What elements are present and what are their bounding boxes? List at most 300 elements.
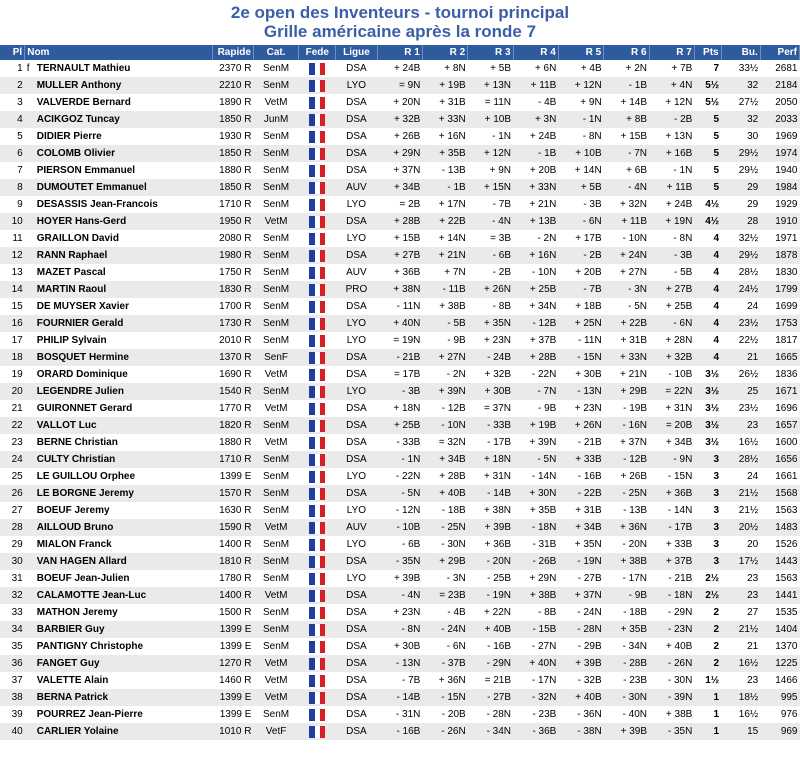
round-result-cell: + 8B	[604, 111, 649, 128]
performance-cell: 1370	[760, 638, 799, 655]
league-cell: DSA	[336, 145, 377, 162]
round-result-cell: - 27B	[558, 570, 603, 587]
player-name[interactable]: BARBIER Guy	[36, 624, 105, 635]
round-result-cell: - 6B	[377, 536, 422, 553]
page-header	[0, 0, 800, 45]
points-cell: 3	[694, 468, 721, 485]
player-name[interactable]: BERNE Christian	[36, 437, 118, 448]
round-result-cell: - 2N	[513, 230, 558, 247]
round-result-cell: - 8N	[558, 128, 603, 145]
round-result-cell: - 17B	[649, 519, 694, 536]
round-result-cell: - 7B	[468, 196, 513, 213]
round-result-cell: + 31N	[468, 468, 513, 485]
round-result-cell: + 31B	[604, 332, 649, 349]
rank-cell: 2	[0, 77, 25, 94]
player-name[interactable]: BOEUF Jeremy	[36, 505, 110, 516]
rank-cell: 10	[0, 213, 25, 230]
round-result-cell: - 39N	[649, 689, 694, 706]
player-name[interactable]: MIALON Franck	[36, 539, 112, 550]
column-header[interactable]: Perf	[760, 45, 799, 60]
rating-cell: 1399 E	[212, 638, 253, 655]
points-cell: 1	[694, 689, 721, 706]
round-result-cell: + 25B	[513, 281, 558, 298]
france-flag-icon	[309, 284, 325, 296]
player-name-cell	[25, 196, 213, 213]
round-result-cell: + 27N	[422, 349, 467, 366]
column-header[interactable]: Nom	[25, 45, 213, 60]
table-row	[0, 247, 800, 264]
federation-cell	[299, 298, 336, 315]
column-header[interactable]: Pts	[694, 45, 721, 60]
league-cell: LYO	[336, 536, 377, 553]
league-cell: DSA	[336, 621, 377, 638]
rating-cell: 1750 R	[212, 264, 253, 281]
round-result-cell: - 26N	[649, 655, 694, 672]
federation-cell	[299, 128, 336, 145]
round-result-cell: - 24N	[558, 604, 603, 621]
player-name[interactable]: TERNAULT Mathieu	[36, 63, 131, 74]
round-result-cell: - 29N	[649, 604, 694, 621]
player-name[interactable]: FANGET Guy	[36, 658, 100, 669]
table-row	[0, 434, 800, 451]
league-cell: DSA	[336, 689, 377, 706]
column-header[interactable]: R 2	[422, 45, 467, 60]
round-result-cell: = 32N	[422, 434, 467, 451]
buchholz-cell: 29	[721, 179, 760, 196]
round-result-cell: - 15N	[422, 689, 467, 706]
buchholz-cell: 29½	[721, 145, 760, 162]
round-result-cell: + 30B	[377, 638, 422, 655]
player-name[interactable]: PANTIGNY Christophe	[36, 641, 144, 652]
federation-cell	[299, 94, 336, 111]
round-result-cell: + 16N	[422, 128, 467, 145]
round-result-cell: - 5B	[649, 264, 694, 281]
player-name[interactable]: DE MUYSER Xavier	[36, 301, 129, 312]
buchholz-cell: 16½	[721, 655, 760, 672]
league-cell: DSA	[336, 672, 377, 689]
column-header[interactable]: R 6	[604, 45, 649, 60]
round-result-cell: + 26N	[558, 417, 603, 434]
grid-subtitle: Grille américaine après la ronde 7	[263, 22, 537, 41]
player-name[interactable]: BERNA Patrick	[36, 692, 109, 703]
round-result-cell: + 39N	[513, 434, 558, 451]
round-result-cell: - 16B	[558, 468, 603, 485]
player-name[interactable]: GUIRONNET Gerard	[36, 403, 133, 414]
france-flag-icon	[309, 573, 325, 585]
tournament-title: 2e open des Inventeurs - tournoi principal	[230, 3, 570, 22]
round-result-cell: + 35B	[513, 502, 558, 519]
france-flag-icon	[309, 454, 325, 466]
france-flag-icon	[309, 199, 325, 211]
federation-cell	[299, 417, 336, 434]
rank-cell: 34	[0, 621, 25, 638]
rating-cell: 1400 R	[212, 536, 253, 553]
round-result-cell: - 1B	[422, 179, 467, 196]
round-result-cell: + 39N	[422, 383, 467, 400]
buchholz-cell: 16½	[721, 706, 760, 723]
round-result-cell: - 27B	[468, 689, 513, 706]
rating-cell: 2210 R	[212, 77, 253, 94]
points-cell: 3½	[694, 383, 721, 400]
rank-cell: 39	[0, 706, 25, 723]
buchholz-cell: 32½	[721, 230, 760, 247]
rating-cell: 1690 R	[212, 366, 253, 383]
round-result-cell: - 16N	[604, 417, 649, 434]
rank-cell: 29	[0, 536, 25, 553]
performance-cell: 1535	[760, 604, 799, 621]
france-flag-icon	[309, 318, 325, 330]
round-result-cell: - 5N	[604, 298, 649, 315]
round-result-cell: + 38B	[513, 587, 558, 604]
player-name[interactable]: MARTIN Raoul	[36, 284, 107, 295]
rank-cell: 6	[0, 145, 25, 162]
player-name-cell	[25, 298, 213, 315]
player-name[interactable]: FOURNIER Gerald	[36, 318, 124, 329]
points-cell: 4	[694, 247, 721, 264]
category-cell: SenM	[253, 536, 298, 553]
round-result-cell: - 26N	[422, 723, 467, 740]
player-name[interactable]: VALETTE Alain	[36, 675, 109, 686]
category-cell: SenM	[253, 553, 298, 570]
points-cell: 4½	[694, 213, 721, 230]
performance-cell: 1483	[760, 519, 799, 536]
rank-cell: 3	[0, 94, 25, 111]
league-cell: AUV	[336, 264, 377, 281]
points-cell: 4	[694, 332, 721, 349]
rating-cell: 1570 R	[212, 485, 253, 502]
round-result-cell: - 6N	[649, 315, 694, 332]
round-result-cell: + 12N	[468, 145, 513, 162]
rating-cell: 1460 R	[212, 672, 253, 689]
table-header-row	[0, 45, 800, 60]
player-name[interactable]: ACIKGOZ Tuncay	[36, 114, 120, 125]
round-result-cell: + 38B	[649, 706, 694, 723]
round-result-cell: - 12B	[422, 400, 467, 417]
league-cell: DSA	[336, 111, 377, 128]
france-flag-icon	[309, 233, 325, 245]
table-row	[0, 621, 800, 638]
performance-cell: 1225	[760, 655, 799, 672]
round-result-cell: - 1N	[558, 111, 603, 128]
player-name-cell	[25, 706, 213, 723]
player-name[interactable]: POURREZ Jean-Pierre	[36, 709, 143, 720]
round-result-cell: + 19N	[649, 213, 694, 230]
column-header[interactable]: Pl	[0, 45, 25, 60]
round-result-cell: + 14B	[604, 94, 649, 111]
points-cell: 2½	[694, 587, 721, 604]
round-result-cell: - 25N	[604, 485, 649, 502]
player-name[interactable]: VAN HAGEN Allard	[36, 556, 127, 567]
round-result-cell: - 24B	[468, 349, 513, 366]
round-result-cell: + 8N	[422, 60, 467, 77]
player-name[interactable]: GRAILLON David	[36, 233, 119, 244]
round-result-cell: + 11B	[649, 179, 694, 196]
round-result-cell: + 11B	[513, 77, 558, 94]
buchholz-cell: 18½	[721, 689, 760, 706]
rating-cell: 1880 R	[212, 162, 253, 179]
player-name[interactable]: CARLIER Yolaine	[36, 726, 119, 737]
column-header[interactable]: R 3	[468, 45, 513, 60]
rating-cell: 1880 R	[212, 434, 253, 451]
points-cell: 3	[694, 502, 721, 519]
buchholz-cell: 29½	[721, 247, 760, 264]
table-row	[0, 162, 800, 179]
performance-cell: 1563	[760, 570, 799, 587]
round-result-cell: + 12N	[558, 77, 603, 94]
buchholz-cell: 25	[721, 383, 760, 400]
buchholz-cell: 21½	[721, 485, 760, 502]
federation-cell	[299, 77, 336, 94]
player-name[interactable]: PIERSON Emmanuel	[36, 165, 136, 176]
round-result-cell: - 30N	[422, 536, 467, 553]
round-result-cell: + 29N	[377, 145, 422, 162]
player-name-cell	[25, 247, 213, 264]
rating-cell: 1630 R	[212, 502, 253, 519]
round-result-cell: + 37B	[649, 553, 694, 570]
column-header[interactable]: R 1	[377, 45, 422, 60]
league-cell: LYO	[336, 383, 377, 400]
buchholz-cell: 23	[721, 587, 760, 604]
round-result-cell: - 1N	[377, 451, 422, 468]
federation-cell	[299, 655, 336, 672]
round-result-cell: + 31N	[649, 400, 694, 417]
league-cell: LYO	[336, 196, 377, 213]
column-header[interactable]: R 4	[513, 45, 558, 60]
table-row	[0, 536, 800, 553]
column-header[interactable]: R 7	[649, 45, 694, 60]
league-cell: DSA	[336, 485, 377, 502]
player-name[interactable]: VALLOT Luc	[36, 420, 97, 431]
round-result-cell: - 1N	[468, 128, 513, 145]
buchholz-cell: 23	[721, 417, 760, 434]
player-name[interactable]: BOSQUET Hermine	[36, 352, 129, 363]
points-cell: 5	[694, 179, 721, 196]
federation-cell	[299, 213, 336, 230]
league-cell: DSA	[336, 94, 377, 111]
round-result-cell: + 40B	[558, 689, 603, 706]
rank-cell: 23	[0, 434, 25, 451]
federation-cell	[299, 451, 336, 468]
table-row	[0, 519, 800, 536]
player-name-cell	[25, 94, 213, 111]
rating-cell: 1590 R	[212, 519, 253, 536]
player-name[interactable]: PHILIP Sylvain	[36, 335, 107, 346]
player-name-cell	[25, 213, 213, 230]
france-flag-icon	[309, 488, 325, 500]
player-name-cell	[25, 604, 213, 621]
player-name-cell	[25, 77, 213, 94]
round-result-cell: - 20N	[468, 553, 513, 570]
round-result-cell: - 14B	[377, 689, 422, 706]
performance-cell: 1466	[760, 672, 799, 689]
buchholz-cell: 21	[721, 349, 760, 366]
federation-cell	[299, 536, 336, 553]
round-result-cell: - 7N	[604, 145, 649, 162]
france-flag-icon	[309, 539, 325, 551]
round-result-cell: - 8B	[513, 604, 558, 621]
player-name[interactable]: AILLOUD Bruno	[36, 522, 114, 533]
table-row	[0, 77, 800, 94]
round-result-cell: - 6N	[422, 638, 467, 655]
performance-cell: 1984	[760, 179, 799, 196]
table-row	[0, 706, 800, 723]
buchholz-cell: 29	[721, 196, 760, 213]
column-header[interactable]: Bu.	[721, 45, 760, 60]
player-name[interactable]: COLOMB Olivier	[36, 148, 116, 159]
points-cell: 4	[694, 230, 721, 247]
round-result-cell: - 9N	[649, 451, 694, 468]
performance-cell: 1665	[760, 349, 799, 366]
player-name[interactable]: MULLER Anthony	[36, 80, 122, 91]
federation-cell	[299, 145, 336, 162]
player-name[interactable]: HOYER Hans-Gerd	[36, 216, 127, 227]
round-result-cell: - 14N	[649, 502, 694, 519]
round-result-cell: - 12B	[604, 451, 649, 468]
league-cell: DSA	[336, 60, 377, 77]
player-title: f	[26, 63, 30, 74]
round-result-cell: + 37B	[513, 332, 558, 349]
player-name[interactable]: DESASSIS Jean-Francois	[36, 199, 158, 210]
column-header[interactable]: Cat.	[253, 45, 298, 60]
player-name[interactable]: CULTY Christian	[36, 454, 116, 465]
player-name[interactable]: ORARD Dominique	[36, 369, 128, 380]
points-cell: 3	[694, 451, 721, 468]
round-result-cell: + 11B	[604, 213, 649, 230]
round-result-cell: - 18B	[604, 604, 649, 621]
rank-cell: 12	[0, 247, 25, 264]
category-cell: SenM	[253, 247, 298, 264]
france-flag-icon	[309, 692, 325, 704]
category-cell: SenM	[253, 298, 298, 315]
performance-cell: 2681	[760, 60, 799, 77]
table-body	[0, 60, 800, 740]
france-flag-icon	[309, 675, 325, 687]
player-name[interactable]: VALVERDE Bernard	[36, 97, 131, 108]
round-result-cell: - 20N	[604, 536, 649, 553]
round-result-cell: + 21N	[604, 366, 649, 383]
performance-cell: 976	[760, 706, 799, 723]
column-header[interactable]: R 5	[558, 45, 603, 60]
category-cell: SenF	[253, 349, 298, 366]
round-result-cell: - 1B	[513, 145, 558, 162]
round-result-cell: = 21B	[468, 672, 513, 689]
league-cell: PRO	[336, 281, 377, 298]
rating-cell: 1780 R	[212, 570, 253, 587]
rating-cell: 1810 R	[212, 553, 253, 570]
table-row	[0, 315, 800, 332]
performance-cell: 1443	[760, 553, 799, 570]
federation-cell	[299, 264, 336, 281]
performance-cell: 1563	[760, 502, 799, 519]
round-result-cell: - 21B	[377, 349, 422, 366]
round-result-cell: - 32B	[558, 672, 603, 689]
buchholz-cell: 27½	[721, 94, 760, 111]
round-result-cell: - 3N	[422, 570, 467, 587]
round-result-cell: + 39B	[468, 519, 513, 536]
round-result-cell: - 18B	[422, 502, 467, 519]
round-result-cell: + 40B	[649, 638, 694, 655]
player-name-cell	[25, 400, 213, 417]
column-header[interactable]: Rapide	[212, 45, 253, 60]
round-result-cell: + 39B	[558, 655, 603, 672]
player-name[interactable]: LEGENDRE Julien	[36, 386, 124, 397]
round-result-cell: + 36B	[377, 264, 422, 281]
table-row	[0, 230, 800, 247]
round-result-cell: + 40N	[513, 655, 558, 672]
player-name[interactable]: CALAMOTTE Jean-Luc	[36, 590, 147, 601]
round-result-cell: + 17N	[422, 196, 467, 213]
buchholz-cell: 21½	[721, 502, 760, 519]
player-name[interactable]: DUMOUTET Emmanuel	[36, 182, 147, 193]
category-cell: SenM	[253, 77, 298, 94]
category-cell: SenM	[253, 162, 298, 179]
player-name[interactable]: MAZET Pascal	[36, 267, 106, 278]
rank-cell: 25	[0, 468, 25, 485]
round-result-cell: + 4N	[649, 77, 694, 94]
france-flag-icon	[309, 403, 325, 415]
player-name[interactable]: LE BORGNE Jeremy	[36, 488, 134, 499]
player-name[interactable]: DIDIER Pierre	[36, 131, 102, 142]
round-result-cell: - 15B	[513, 621, 558, 638]
column-header[interactable]: Ligue	[336, 45, 377, 60]
buchholz-cell: 23	[721, 672, 760, 689]
round-result-cell: + 24N	[604, 247, 649, 264]
round-result-cell: + 13B	[513, 213, 558, 230]
league-cell: LYO	[336, 502, 377, 519]
round-result-cell: = 11N	[468, 94, 513, 111]
round-result-cell: + 22B	[604, 315, 649, 332]
table-row	[0, 213, 800, 230]
player-name-cell	[25, 315, 213, 332]
player-name[interactable]: MATHON Jeremy	[36, 607, 118, 618]
performance-cell: 1526	[760, 536, 799, 553]
round-result-cell: + 35B	[422, 145, 467, 162]
player-name-cell	[25, 417, 213, 434]
league-cell: AUV	[336, 179, 377, 196]
performance-cell: 969	[760, 723, 799, 740]
player-name[interactable]: RANN Raphael	[36, 250, 108, 261]
round-result-cell: - 32N	[513, 689, 558, 706]
player-name[interactable]: LE GUILLOU Orphee	[36, 471, 136, 482]
round-result-cell: + 12N	[649, 94, 694, 111]
round-result-cell: = 9N	[377, 77, 422, 94]
federation-cell	[299, 502, 336, 519]
column-header[interactable]: Fede	[299, 45, 336, 60]
buchholz-cell: 24	[721, 298, 760, 315]
federation-cell	[299, 587, 336, 604]
performance-cell: 1836	[760, 366, 799, 383]
round-result-cell: + 40N	[377, 315, 422, 332]
round-result-cell: + 20B	[558, 264, 603, 281]
round-result-cell: - 18N	[649, 587, 694, 604]
round-result-cell: + 16B	[649, 145, 694, 162]
round-result-cell: - 23B	[604, 672, 649, 689]
player-name[interactable]: BOEUF Jean-Julien	[36, 573, 130, 584]
round-result-cell: + 34N	[513, 298, 558, 315]
category-cell: VetM	[253, 400, 298, 417]
performance-cell: 1699	[760, 298, 799, 315]
league-cell: DSA	[336, 638, 377, 655]
france-flag-icon	[309, 335, 325, 347]
round-result-cell: - 23N	[649, 621, 694, 638]
rating-cell: 1010 R	[212, 723, 253, 740]
league-cell: DSA	[336, 451, 377, 468]
round-result-cell: - 20B	[422, 706, 467, 723]
round-result-cell: - 14N	[513, 468, 558, 485]
league-cell: DSA	[336, 349, 377, 366]
round-result-cell: + 22N	[468, 604, 513, 621]
category-cell: VetM	[253, 689, 298, 706]
